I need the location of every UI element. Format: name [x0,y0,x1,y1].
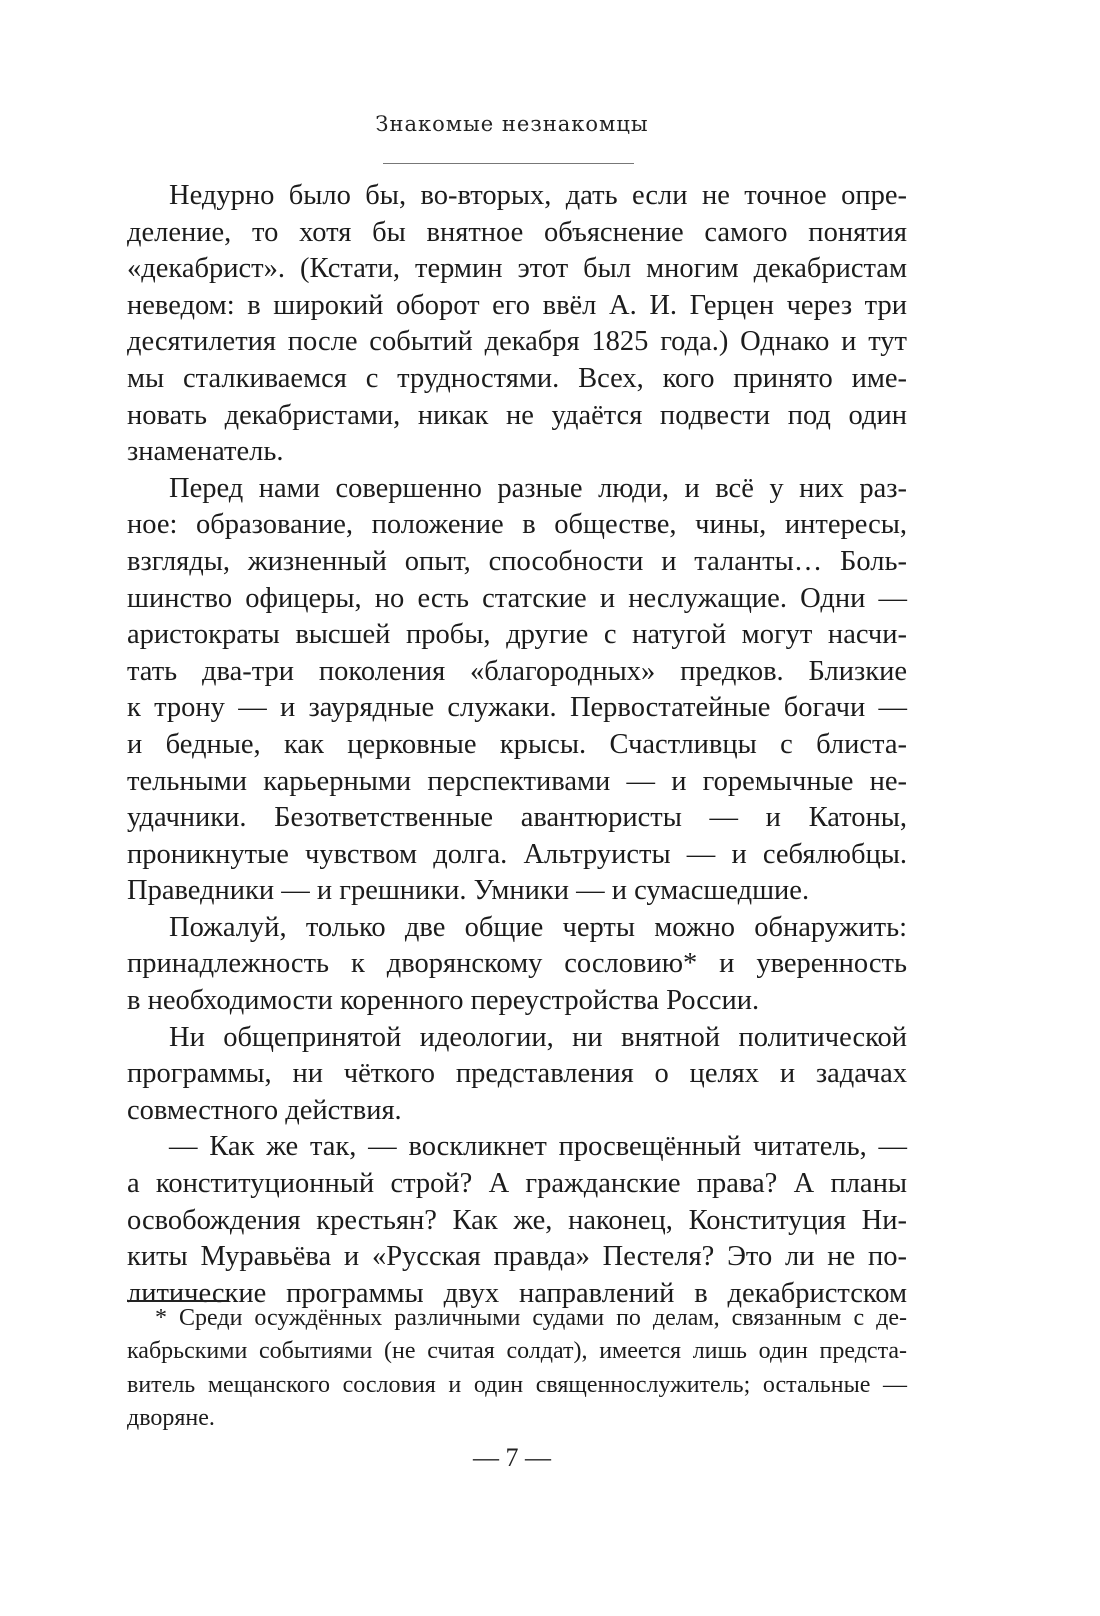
text-line: мы сталкиваемся с трудностями. Всех, кого принято име- [127,362,907,394]
text-line: литические программы двух направлений в декабристском [127,1277,907,1309]
text-line: программы, ни чёткого представления о целях и задачах [127,1058,907,1090]
text-line: кабрьскими событиями (не считая солдат), имеется лишь один предста- [127,1338,907,1365]
text-line: тельными карьерными перспективами — и горемычные не- [127,765,907,797]
text-line: принадлежность к дворянскому сословию* и уверенность [127,948,907,980]
text-line: Ни общепринятой идеологии, ни внятной политической [169,1021,907,1053]
text-line: Перед нами совершенно разные люди, и всё у них раз- [169,472,907,504]
text-line: знаменатель. [127,436,284,468]
body-text [127,178,907,1312]
text-line: деление, то хотя бы внятное объяснение самого понятия [127,216,907,248]
text-line: — Как же так, — воскликнет просвещённый читатель, — [169,1131,907,1163]
text-line: освобождения крестьян? Как же, наконец, Конституция Ни- [127,1204,907,1236]
text-line: тать два-три поколения «благородных» предков. Близкие [127,655,907,687]
text-line: к трону — и заурядные служаки. Первостатейные богачи — [127,692,907,724]
running-head: Знакомые незнакомцы [375,112,649,136]
text-line: ное: образование, положение в обществе, чины, интересы, [127,509,907,541]
text-line: совместного действия. [127,1094,402,1126]
text-line: взгляды, жизненный опыт, способности и таланты… Боль- [127,545,907,577]
text-line: аристократы высшей пробы, другие с натугой могут насчи- [127,619,907,651]
text-line: неведом: в широкий оборот его ввёл А. И. Герцен через три [127,289,907,321]
text-line: десятилетия после событий декабря 1825 года.) Однако и тут [127,326,907,358]
header-rule [383,163,634,164]
text-line: в необходимости коренного переустройства России. [127,985,760,1017]
text-line: Праведники — и грешники. Умники — и сумасшедшие. [127,875,810,907]
text-line: шинство офицеры, но есть статские и неслужащие. Одни — [127,582,907,614]
text-line: новать декабристами, никак не удаётся подвести под один [127,399,907,431]
text-line: Недурно было бы, во-вторых, дать если не точное опре- [169,180,907,211]
text-line: а конституционный строй? А гражданские права? А планы [127,1168,907,1200]
text-line: * Среди осуждённых различными судами по делам, связанным с де- [155,1305,907,1331]
text-line: Пожалуй, только две общие черты можно обнаружить: [169,911,907,943]
footnote [127,1302,907,1435]
text-line: киты Муравьёва и «Русская правда» Пестеля? Это ли не по- [127,1241,907,1273]
text-line: витель мещанского сословия и один священнослужитель; остальные — [127,1371,907,1398]
text-line: и бедные, как церковные крысы. Счастливцы с блиста- [127,728,907,760]
text-line: дворяне. [127,1404,215,1431]
text-line: «декабрист». (Кстати, термин этот был многим декабристам [127,253,907,285]
text-line: удачники. Безответственные авантюристы — и Катоны, [127,802,907,834]
page-number: — 7 — [473,1443,551,1472]
text-line: проникнутые чувством долга. Альтруисты — и себялюбцы. [127,838,907,870]
